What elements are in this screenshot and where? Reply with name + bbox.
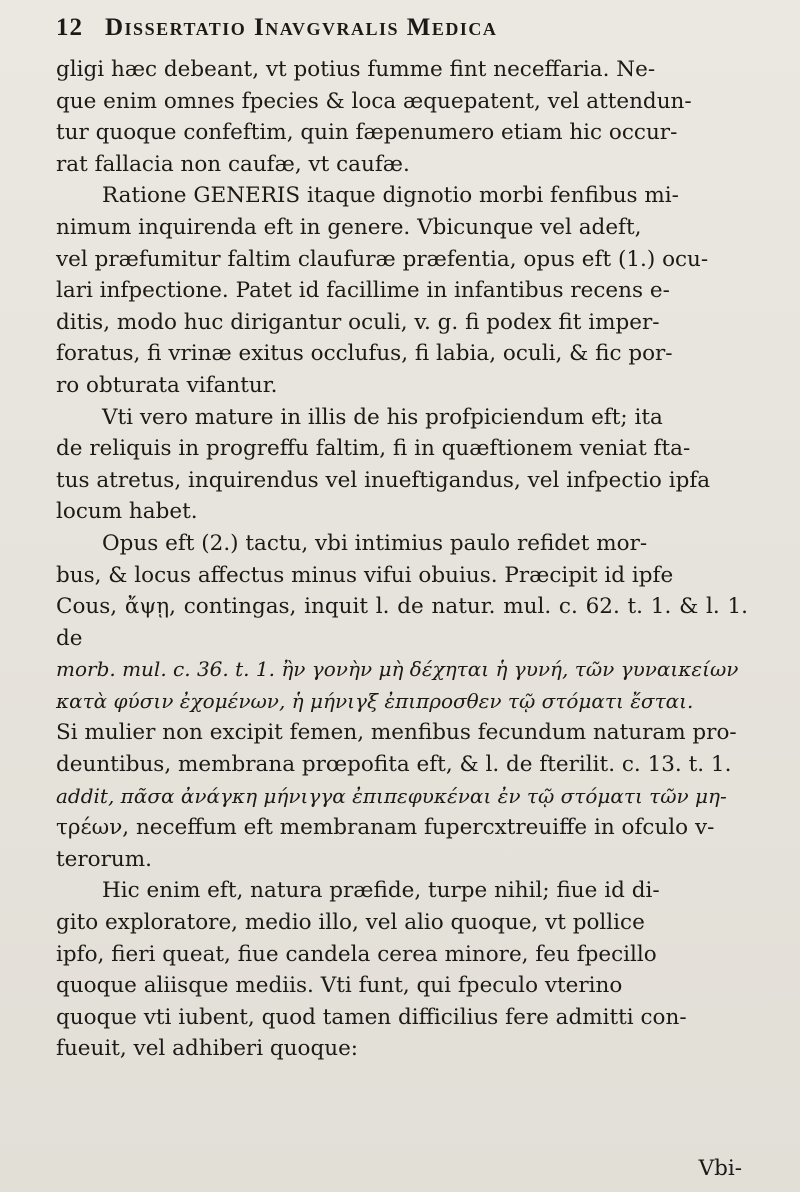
text-line: quoque vti iubent, quod tamen difficilius fere admitti con- — [56, 1004, 687, 1030]
text-line: locum habet. — [56, 499, 198, 525]
text-line: Ratione GENERIS itaque dignotio morbi fenfibus mi- — [102, 183, 679, 209]
text-line: Opus eft (2.) tactu, vbi intimius paulo refidet mor- — [102, 530, 648, 556]
text-line: que enim omnes fpecies & loca æquepatent, vel attendun- — [56, 88, 692, 114]
text-line: terorum. — [56, 846, 152, 872]
text-line: bus, & locus affectus minus vifui obuius. Præcipit id ipfe — [56, 562, 674, 588]
text-line: nimum inquirenda eft in genere. Vbicunque vel adeft, — [56, 214, 642, 240]
paragraph-4 — [56, 528, 748, 876]
paragraph-1 — [56, 54, 748, 180]
text-line: Hic enim eft, natura præfide, turpe nihil; fiue id di- — [102, 878, 660, 904]
page-number: 12 — [56, 14, 83, 41]
text-line: foratus, fi vrinæ exitus occlufus, fi labia, oculi, & fic por- — [56, 341, 673, 367]
greek-line: morb. mul. c. 36. t. 1. ἢν γονὴν μὴ δέχηται ἡ γυνή, τῶν γυναικείων — [56, 657, 739, 682]
text-line: tur quoque confeftim, quin fæpenumero etiam hic occur- — [56, 120, 678, 146]
text-line: ipfo, fieri queat, fiue candela cerea minore, feu fpecillo — [56, 941, 657, 967]
text-line: quoque aliisque mediis. Vti funt, qui fpeculo vterino — [56, 973, 623, 999]
paragraph-2 — [56, 180, 748, 401]
text-line: fueuit, vel adhiberi quoque: — [56, 1036, 359, 1062]
text-line: ro obturata vifantur. — [56, 372, 278, 398]
text-line: τρέων, neceffum eft membranam fupercxtreuiffe in ofculo v- — [56, 815, 715, 841]
text-line: tus atretus, inquirendus vel inueftigandus, vel infpectio ipfa — [56, 467, 711, 493]
text-line: Vti vero mature in illis de his profpiciendum eft; ita — [102, 404, 663, 430]
running-title: Dissertatio Inavgvralis Medica — [105, 14, 498, 41]
greek-line: addit, πᾶσα ἀνάγκη μήνιγγα ἐπιπεφυκέναι ἐν τῷ στόματι τῶν μη- — [56, 783, 727, 808]
text-body — [56, 54, 748, 1065]
running-header — [56, 14, 748, 54]
paragraph-3 — [56, 402, 748, 528]
text-line: ditis, modo huc dirigantur oculi, v. g. fi podex fit imper- — [56, 309, 660, 335]
text-line: de reliquis in progreffu faltim, fi in quæftionem veniat fta- — [56, 436, 691, 462]
text-line: deuntibus, membrana prœpofita eft, & l. de fterilit. c. 13. t. 1. — [56, 752, 732, 778]
text-line: gito exploratore, medio illo, vel alio quoque, vt pollice — [56, 910, 645, 936]
text-line: rat fallacia non caufæ, vt caufæ. — [56, 151, 410, 177]
paragraph-5 — [56, 875, 748, 1065]
text-line: vel præfumitur faltim claufuræ præfentia, opus eft (1.) ocu- — [56, 246, 709, 272]
text-line: Si mulier non excipit femen, menfibus fecundum naturam pro- — [56, 720, 737, 746]
catchword: Vbi- — [698, 1156, 742, 1181]
text-line: gligi hæc debeant, vt potius fumme fint neceffaria. Ne- — [56, 57, 656, 82]
text-line: Cous, ἄψῃ, contingas, inquit l. de natur. mul. c. 62. t. 1. & l. 1. de — [56, 594, 748, 651]
text-line: lari infpectione. Patet id facillime in infantibus recens e- — [56, 278, 670, 304]
greek-line: κατὰ φύσιν ἐχομένων, ἡ μήνιγξ ἐπιπροσθεν τῷ στόματι ἔσται. — [56, 688, 694, 713]
